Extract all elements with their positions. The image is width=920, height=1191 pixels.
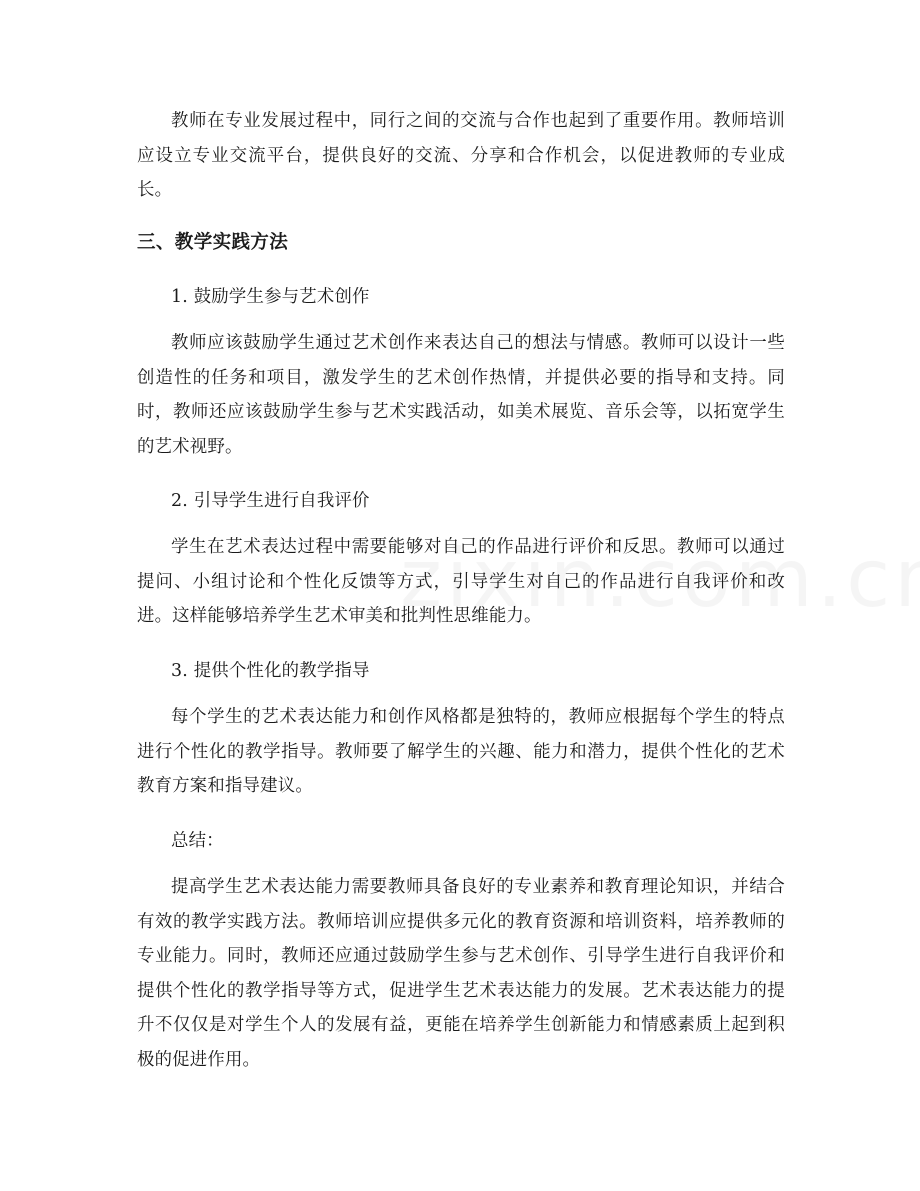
item-2-body: 学生在艺术表达过程中需要能够对自己的作品进行评价和反思。教师可以通过提问、小组讨论和个性化反馈等方式，引导学生对自己的作品进行自我评价和改进。这样能够培养学生艺术审美和批判性思维能力。 — [137, 537, 785, 626]
summary-body: 提高学生艺术表达能力需要教师具备良好的专业素养和教育理论知识，并结合有效的教学实践方法。教师培训应提供多元化的教育资源和培训资料，培养教师的专业能力。同时，教师还应通过鼓励学生参与艺术创作、引导学生进行自我评价和提供个性化的教学指导等方式，促进学生艺术表达能力的发展。艺术表达能力的提升不仅仅是对学生个人的发展有益，更能在培养学生创新能力和情感素质上起到积极的促进作用。 — [137, 877, 785, 1070]
item-3-title: 3. 提供个性化的教学指导 — [171, 661, 370, 681]
item-1-body: 教师应该鼓励学生通过艺术创作来表达自己的想法与情感。教师可以设计一些创造性的任务和项目，激发学生的艺术创作热情，并提供必要的指导和支持。同时，教师还应该鼓励学生参与艺术实践活动，如美术展览、音乐会等，以拓宽学生的艺术视野。 — [137, 333, 785, 457]
section-heading: 三、教学实践方法 — [137, 232, 289, 253]
intro-paragraph: 教师在专业发展过程中，同行之间的交流与合作也起到了重要作用。教师培训应设立专业交流平台，提供良好的交流、分享和合作机会，以促进教师的专业成长。 — [137, 111, 785, 200]
item-3-body: 每个学生的艺术表达能力和创作风格都是独特的，教师应根据每个学生的特点进行个性化的教学指导。教师要了解学生的兴趣、能力和潜力，提供个性化的艺术教育方案和指导建议。 — [137, 707, 785, 796]
item-2-title: 2. 引导学生进行自我评价 — [171, 491, 370, 511]
item-1-title: 1. 鼓励学生参与艺术创作 — [171, 287, 370, 307]
summary-label: 总结： — [171, 831, 224, 851]
